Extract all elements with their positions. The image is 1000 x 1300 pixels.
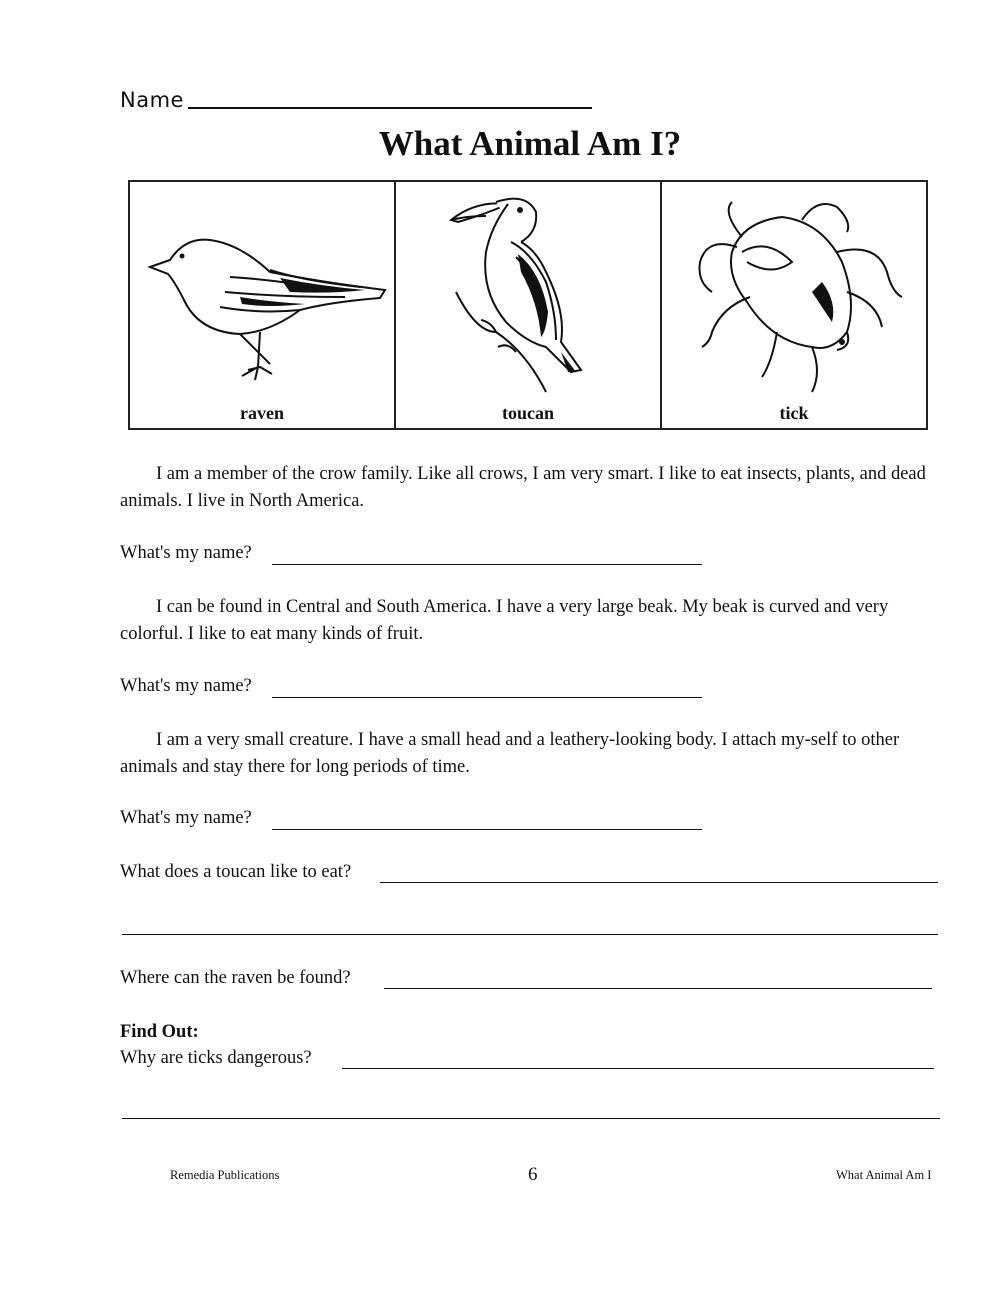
picture-cell-tick bbox=[662, 182, 926, 428]
picture-cell-toucan bbox=[396, 182, 662, 428]
name-answer-line[interactable] bbox=[188, 107, 592, 109]
name-label: Name bbox=[120, 88, 184, 112]
footer-page-number: 6 bbox=[528, 1164, 538, 1185]
toucan-answer-line-1[interactable] bbox=[380, 882, 938, 883]
toucan-answer-line-2[interactable] bbox=[122, 934, 938, 935]
page-title: What Animal Am I? bbox=[378, 124, 682, 163]
riddle-3-body: I am a very small creature. I have a small head and a leathery-looking body. I attach my-self to other animals and stay there for long periods of time. bbox=[120, 730, 900, 777]
raven-answer-line[interactable] bbox=[384, 988, 932, 989]
ticks-question: Why are ticks dangerous? bbox=[120, 1048, 312, 1068]
find-out-heading: Find Out: bbox=[120, 1022, 199, 1042]
toucan-drawing-icon bbox=[396, 182, 661, 402]
riddle-2-question: What's my name? bbox=[120, 676, 252, 696]
raven-question: Where can the raven be found? bbox=[120, 968, 351, 988]
riddle-3-question: What's my name? bbox=[120, 808, 252, 828]
riddle-1-answer-line[interactable] bbox=[272, 564, 702, 565]
footer-book-title: What Animal Am I bbox=[836, 1168, 932, 1182]
tick-drawing-icon bbox=[662, 182, 924, 402]
picture-strip bbox=[128, 180, 928, 430]
riddle-3-answer-line[interactable] bbox=[272, 829, 702, 830]
riddle-2-answer-line[interactable] bbox=[272, 697, 702, 698]
ticks-answer-line-1[interactable] bbox=[342, 1068, 934, 1069]
ticks-answer-line-2[interactable] bbox=[122, 1118, 940, 1119]
riddle-1-text bbox=[120, 461, 940, 515]
riddle-2-text bbox=[120, 594, 940, 648]
caption-toucan: toucan bbox=[501, 403, 554, 423]
toucan-question: What does a toucan like to eat? bbox=[120, 862, 352, 882]
caption-tick: tick bbox=[779, 403, 809, 423]
riddle-3-text bbox=[120, 727, 940, 781]
caption-raven: raven bbox=[240, 403, 284, 423]
riddle-1-body: I am a member of the crow family. Like all crows, I am very smart. I like to eat insects, plants, and dead animals. I live in North America. bbox=[120, 464, 926, 511]
riddle-2-body: I can be found in Central and South America. I have a very large beak. My beak is curved and very colorful. I like to eat many kinds of fruit. bbox=[120, 597, 889, 644]
picture-cell-raven bbox=[130, 182, 396, 428]
footer-publisher: Remedia Publications bbox=[170, 1168, 280, 1182]
riddle-1-question: What's my name? bbox=[120, 543, 252, 563]
raven-drawing-icon bbox=[130, 182, 395, 402]
